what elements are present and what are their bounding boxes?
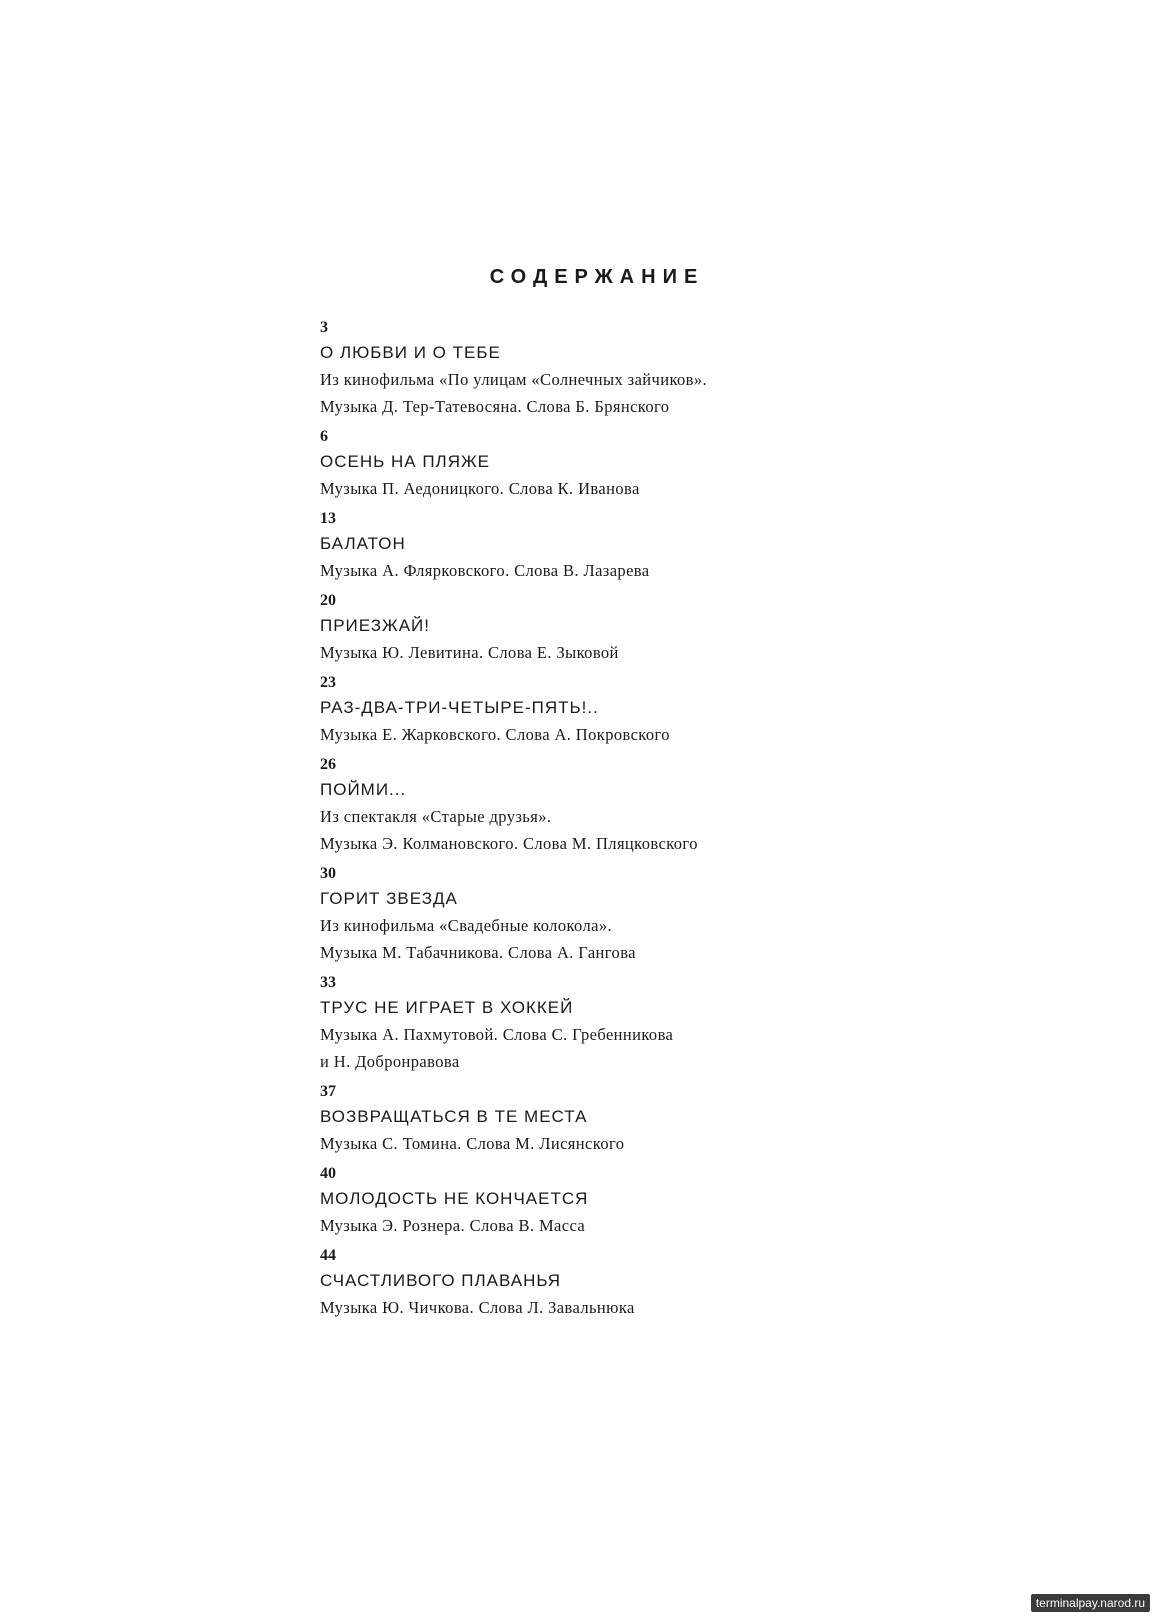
toc-entry-credit-line: и Н. Добронравова xyxy=(320,1052,460,1071)
toc-entry xyxy=(320,972,940,1075)
toc-entry xyxy=(320,1163,940,1239)
toc-entry-credit-line: Музыка Д. Тер-Татевосяна. Слова Б. Брянского xyxy=(320,397,670,416)
toc-entry-credit-line: Из кинофильма «По улицам «Солнечных зайчиков». xyxy=(320,370,708,389)
toc-entry-page-number: 30 xyxy=(320,865,336,882)
toc-entry-title: О ЛЮБВИ И О ТЕБЕ xyxy=(320,343,501,362)
toc-entry-title: СЧАСТЛИВОГО ПЛАВАНЬЯ xyxy=(320,1271,562,1290)
toc-entry-title: ВОЗВРАЩАТЬСЯ В ТЕ МЕСТА xyxy=(320,1107,588,1126)
toc-entry-credit-line: Музыка Е. Жарковского. Слова А. Покровского xyxy=(320,725,670,744)
toc-entry-page-number: 33 xyxy=(320,974,336,991)
toc-entry-page-number: 23 xyxy=(320,674,336,691)
toc-entry-title: ПРИЕЗЖАЙ! xyxy=(320,616,430,635)
toc-entry-credit-line: Музыка А. Пахмутовой. Слова С. Гребенникова xyxy=(320,1025,674,1044)
table-of-contents xyxy=(320,317,940,1327)
toc-entry xyxy=(320,426,940,502)
toc-entry xyxy=(320,508,940,584)
toc-entry-title: МОЛОДОСТЬ НЕ КОНЧАЕТСЯ xyxy=(320,1189,589,1208)
toc-entry xyxy=(320,590,940,666)
toc-entry-credit-line: Музыка А. Флярковского. Слова В. Лазарева xyxy=(320,561,650,580)
toc-entry-page-number: 44 xyxy=(320,1247,336,1264)
toc-entry xyxy=(320,672,940,748)
watermark: terminalpay.narod.ru xyxy=(1031,1594,1150,1612)
toc-entry-credit-line: Музыка Э. Рознера. Слова В. Масса xyxy=(320,1216,586,1235)
toc-entry xyxy=(320,863,940,966)
toc-entry-title: ОСЕНЬ НА ПЛЯЖЕ xyxy=(320,452,491,471)
toc-entry-credit-line: Музыка П. Аедоницкого. Слова К. Иванова xyxy=(320,479,640,498)
toc-entry xyxy=(320,317,940,420)
toc-entry xyxy=(320,1245,940,1321)
toc-entry-title: ПОЙМИ... xyxy=(320,780,407,799)
toc-entry-credit-line: Музыка С. Томина. Слова М. Лисянского xyxy=(320,1134,625,1153)
page-title: СОДЕРЖАНИЕ xyxy=(489,266,705,288)
toc-entry-credit-line: Из кинофильма «Свадебные колокола». xyxy=(320,916,613,935)
toc-entry-title: ТРУС НЕ ИГРАЕТ В ХОККЕЙ xyxy=(320,998,574,1017)
toc-entry-title: РАЗ-ДВА-ТРИ-ЧЕТЫРЕ-ПЯТЬ!.. xyxy=(320,698,599,717)
toc-entry-credit-line: Музыка М. Табачникова. Слова А. Гангова xyxy=(320,943,636,962)
toc-entry xyxy=(320,754,940,857)
toc-entry-credit-line: Из спектакля «Старые друзья». xyxy=(320,807,552,826)
toc-entry xyxy=(320,1081,940,1157)
toc-entry-page-number: 20 xyxy=(320,592,336,609)
toc-entry-page-number: 26 xyxy=(320,756,336,773)
toc-entry-credit-line: Музыка Ю. Чичкова. Слова Л. Завальнюка xyxy=(320,1298,635,1317)
toc-entry-title: БАЛАТОН xyxy=(320,534,406,553)
toc-entry-page-number: 37 xyxy=(320,1083,336,1100)
toc-entry-page-number: 3 xyxy=(320,319,328,336)
toc-entry-credit-line: Музыка Э. Колмановского. Слова М. Пляцковского xyxy=(320,834,698,853)
toc-entry-page-number: 6 xyxy=(320,428,328,445)
toc-entry-page-number: 40 xyxy=(320,1165,336,1182)
toc-entry-page-number: 13 xyxy=(320,510,336,527)
toc-entry-credit-line: Музыка Ю. Левитина. Слова Е. Зыковой xyxy=(320,643,619,662)
toc-entry-title: ГОРИТ ЗВЕЗДА xyxy=(320,889,458,908)
